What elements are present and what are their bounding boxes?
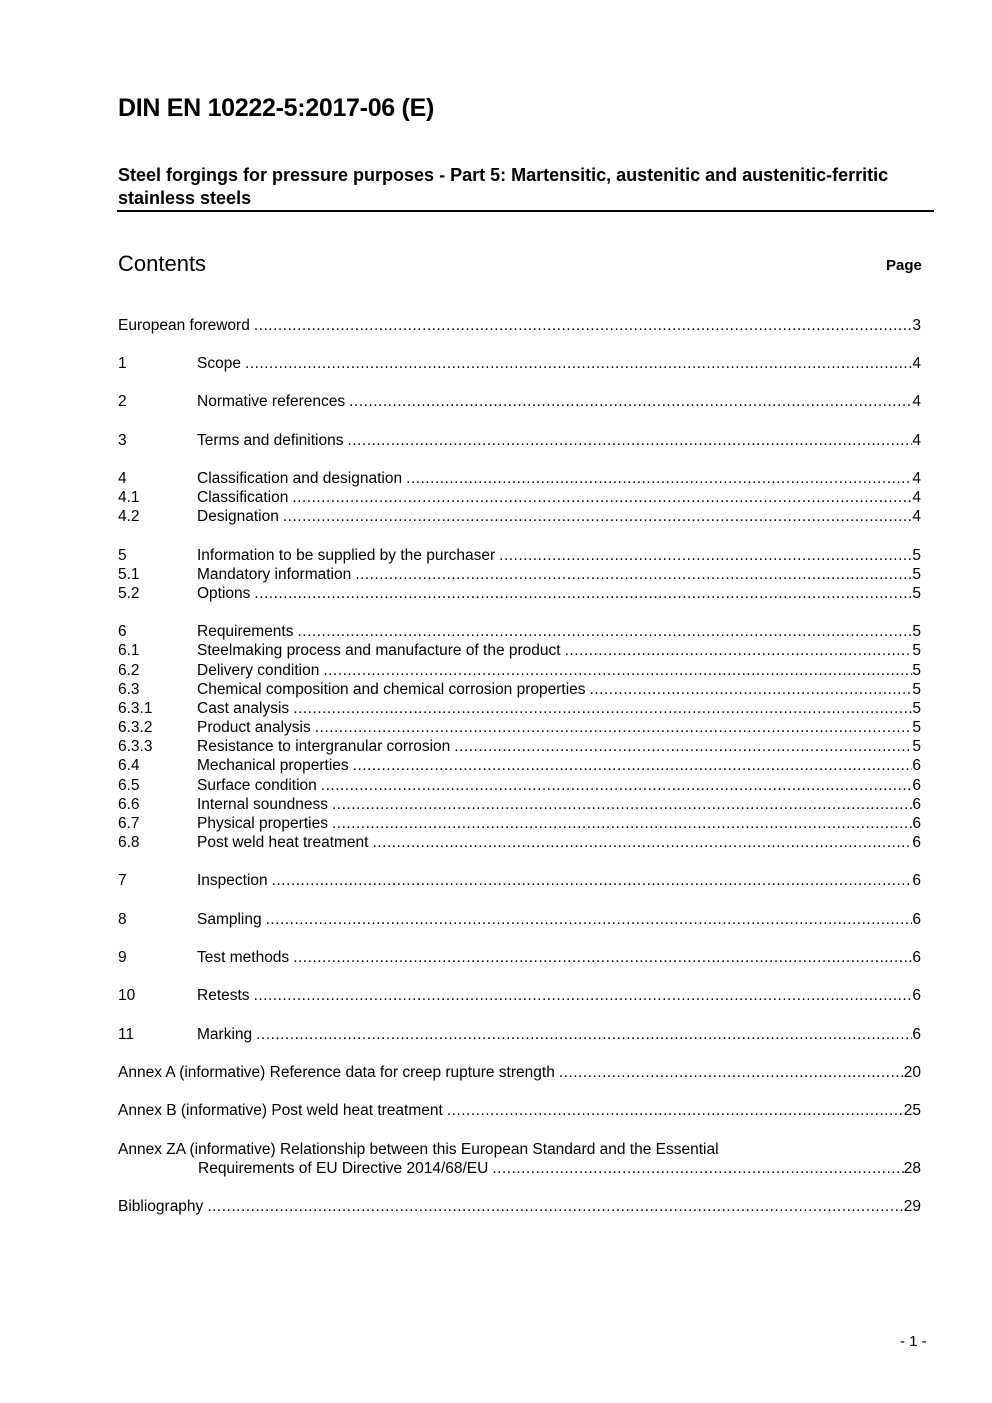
- toc-dot-leader: [406, 469, 912, 488]
- toc-dot-leader: [298, 622, 913, 641]
- toc-entry-page: 5: [912, 738, 921, 755]
- toc-entry[interactable]: [118, 699, 921, 718]
- toc-entry[interactable]: [118, 469, 921, 488]
- toc-entry[interactable]: [118, 1101, 921, 1120]
- toc-entry-title: Retests: [197, 987, 250, 1004]
- title-rule: [117, 210, 934, 212]
- toc-dot-leader: [347, 431, 912, 450]
- toc-entry-title: Physical properties: [197, 815, 328, 832]
- toc-entry[interactable]: [118, 871, 921, 890]
- toc-entry-page: 5: [912, 642, 921, 659]
- toc-entry-title: Product analysis: [197, 719, 311, 736]
- toc-entry-number: 1: [118, 355, 127, 372]
- toc-dot-leader: [323, 661, 912, 680]
- toc-entry-number: 6.4: [118, 757, 140, 774]
- toc-entry[interactable]: [118, 737, 921, 756]
- toc-entry-title: Post weld heat treatment: [197, 834, 369, 851]
- toc-entry-title: Options: [197, 585, 251, 602]
- toc-entry-title: Sampling: [197, 911, 262, 928]
- toc-entry-page: 4: [912, 489, 921, 506]
- toc-entry-title: Annex A (informative) Reference data for creep rupture strength: [118, 1064, 555, 1081]
- toc-entry[interactable]: [118, 584, 921, 603]
- toc-dot-leader: [315, 718, 913, 737]
- toc-entry-first-line[interactable]: [118, 1140, 921, 1159]
- toc-entry[interactable]: [118, 910, 921, 929]
- toc-entry-page: 5: [912, 566, 921, 583]
- toc-entry-title: Surface condition: [197, 777, 317, 794]
- toc-entry-page: 6: [912, 949, 921, 966]
- toc-entry[interactable]: [118, 316, 921, 335]
- toc-entry[interactable]: [118, 1025, 921, 1044]
- toc-entry[interactable]: [118, 776, 921, 795]
- toc-entry-title: Terms and definitions: [197, 432, 344, 449]
- toc-entry-title: Chemical composition and chemical corrosion properties: [197, 681, 586, 698]
- toc-entry-number: 6.3: [118, 681, 140, 698]
- toc-entry-page: 6: [912, 777, 921, 794]
- toc-entry-title: Classification: [197, 489, 289, 506]
- toc-entry[interactable]: [118, 986, 921, 1005]
- toc-entry-page: 5: [912, 623, 921, 640]
- toc-entry-number: 5.1: [118, 566, 140, 583]
- toc-entry-page: 4: [912, 393, 921, 410]
- toc-entry-page: 5: [912, 585, 921, 602]
- toc-dot-leader: [272, 871, 913, 890]
- toc-entry[interactable]: [118, 795, 921, 814]
- toc-entry-number: 6.8: [118, 834, 140, 851]
- toc-entry[interactable]: [118, 622, 921, 641]
- toc-entry[interactable]: [118, 392, 921, 411]
- toc-entry-title: Requirements: [197, 623, 294, 640]
- toc-entry-number: 5.2: [118, 585, 140, 602]
- toc-entry[interactable]: [118, 718, 921, 737]
- toc-entry[interactable]: [118, 546, 921, 565]
- toc-dot-leader: [447, 1101, 904, 1120]
- toc-entry-title: Scope: [197, 355, 241, 372]
- toc-dot-leader: [590, 680, 913, 699]
- toc-entry-page: 4: [912, 432, 921, 449]
- toc-entry-number: 6.3.3: [118, 738, 153, 755]
- toc-entry-page: 5: [912, 681, 921, 698]
- toc-entry[interactable]: [118, 814, 921, 833]
- toc-entry-number: 6.1: [118, 642, 140, 659]
- toc-entry-title: Annex B (informative) Post weld heat treatment: [118, 1102, 443, 1119]
- toc-entry-title: Normative references: [197, 393, 346, 410]
- toc-dot-leader: [353, 756, 913, 775]
- toc-dot-leader: [332, 795, 912, 814]
- toc-entry-number: 6.3.1: [118, 700, 153, 717]
- toc-entry-number: 6.3.2: [118, 719, 153, 736]
- toc-entry[interactable]: [118, 1063, 921, 1082]
- toc-entry[interactable]: [118, 833, 921, 852]
- toc-dot-leader: [292, 488, 912, 507]
- toc-dot-leader: [283, 507, 913, 526]
- toc-dot-leader: [254, 316, 913, 335]
- toc-entry-title: European foreword: [118, 317, 250, 334]
- toc-dot-leader: [332, 814, 912, 833]
- toc-entry[interactable]: [118, 507, 921, 526]
- toc-entry[interactable]: [118, 488, 921, 507]
- toc-dot-leader: [349, 392, 912, 411]
- toc-entry-page: 6: [912, 1026, 921, 1043]
- toc-dot-leader: [454, 737, 912, 756]
- page-number: - 1 -: [900, 1333, 927, 1350]
- toc-entry-page: 5: [912, 662, 921, 679]
- toc-entry-number: 6: [118, 623, 127, 640]
- toc-entry-page: 5: [912, 700, 921, 717]
- toc-entry-page: 28: [903, 1160, 921, 1177]
- toc-dot-leader: [245, 354, 912, 373]
- toc-entry[interactable]: [118, 948, 921, 967]
- toc-entry-page: 6: [912, 872, 921, 889]
- toc-dot-leader: [266, 910, 913, 929]
- toc-entry-title: Marking: [197, 1026, 253, 1043]
- toc-entry-number: 4.2: [118, 508, 140, 525]
- toc-entry-number: 8: [118, 911, 127, 928]
- toc-entry-continuation[interactable]: [118, 1159, 921, 1178]
- toc-dot-leader: [293, 699, 912, 718]
- toc-dot-leader: [499, 546, 912, 565]
- toc-entry-page: 3: [912, 317, 921, 334]
- toc-entry-title: Bibliography: [118, 1198, 204, 1215]
- toc-entry-page: 4: [912, 355, 921, 372]
- toc-entry-page: 20: [903, 1064, 921, 1081]
- toc-entry-number: 3: [118, 432, 127, 449]
- toc-entry-title: Classification and designation: [197, 470, 403, 487]
- toc-entry[interactable]: [118, 1197, 921, 1216]
- toc-dot-leader: [355, 565, 912, 584]
- toc-entry[interactable]: [118, 641, 921, 660]
- toc-entry-number: 4: [118, 470, 127, 487]
- toc-entry-number: 2: [118, 393, 127, 410]
- toc-entry-number: 5: [118, 547, 127, 564]
- toc-entry-number: 6.6: [118, 796, 140, 813]
- page-column-heading: Page: [886, 257, 922, 274]
- toc-entry-number: 10: [118, 987, 136, 1004]
- toc-dot-leader: [321, 776, 913, 795]
- toc-entry[interactable]: [118, 661, 921, 680]
- document-title: DIN EN 10222-5:2017-06 (E): [118, 94, 434, 122]
- toc-dot-leader: [565, 641, 913, 660]
- toc-entry-title: Annex ZA (informative) Relationship between this European Standard and the Essential: [118, 1141, 719, 1158]
- toc-dot-leader: [254, 584, 912, 603]
- toc-entry-page: 4: [912, 508, 921, 525]
- toc-entry-title: Mechanical properties: [197, 757, 349, 774]
- toc-entry-page: 6: [912, 815, 921, 832]
- toc-dot-leader: [254, 986, 913, 1005]
- toc-entry-page: 25: [903, 1102, 921, 1119]
- document-subtitle: Steel forgings for pressure purposes - Part 5: Martensitic, austenitic and austenitic-ferritic stainless steels: [118, 165, 889, 208]
- toc-entry-page: 4: [912, 470, 921, 487]
- toc-entry-page: 6: [912, 757, 921, 774]
- toc-entry[interactable]: [118, 565, 921, 584]
- toc-entry-number: 4.1: [118, 489, 140, 506]
- toc-entry-page: 5: [912, 547, 921, 564]
- toc-entry[interactable]: [118, 756, 921, 775]
- toc-entry-title: Information to be supplied by the purchaser: [197, 547, 496, 564]
- toc-entry-page: 6: [912, 796, 921, 813]
- toc-entry[interactable]: [118, 680, 921, 699]
- toc-entry-title: Designation: [197, 508, 279, 525]
- toc-entry-page: 6: [912, 911, 921, 928]
- toc-dot-leader: [256, 1025, 912, 1044]
- toc-entry-page: 6: [912, 987, 921, 1004]
- toc-dot-leader: [293, 948, 912, 967]
- toc-dot-leader: [559, 1063, 904, 1082]
- toc-entry-title: Steelmaking process and manufacture of the product: [197, 642, 561, 659]
- toc-entry-number: 7: [118, 872, 127, 889]
- toc-entry-page: 5: [912, 719, 921, 736]
- toc-entry-number: 9: [118, 949, 127, 966]
- toc-entry-title: Delivery condition: [197, 662, 320, 679]
- toc-entry-title: Requirements of EU Directive 2014/68/EU: [198, 1160, 489, 1177]
- toc-entry-title: Resistance to intergranular corrosion: [197, 738, 451, 755]
- toc-entry-title: Mandatory information: [197, 566, 352, 583]
- toc-entry-number: 6.2: [118, 662, 140, 679]
- toc-entry-page: 6: [912, 834, 921, 851]
- toc-entry[interactable]: [118, 431, 921, 450]
- toc-entry-number: 6.5: [118, 777, 140, 794]
- toc-dot-leader: [492, 1159, 903, 1178]
- toc-dot-leader: [372, 833, 912, 852]
- toc-entry-title: Test methods: [197, 949, 290, 966]
- toc-entry-title: Internal soundness: [197, 796, 328, 813]
- contents-heading: Contents: [118, 251, 207, 276]
- toc-entry-title: Cast analysis: [197, 700, 290, 717]
- toc-dot-leader: [207, 1197, 903, 1216]
- toc-entry-number: 11: [118, 1026, 135, 1043]
- toc-entry-number: 6.7: [118, 815, 140, 832]
- toc-entry-page: 29: [903, 1198, 921, 1215]
- toc-entry[interactable]: [118, 354, 921, 373]
- toc-entry-title: Inspection: [197, 872, 268, 889]
